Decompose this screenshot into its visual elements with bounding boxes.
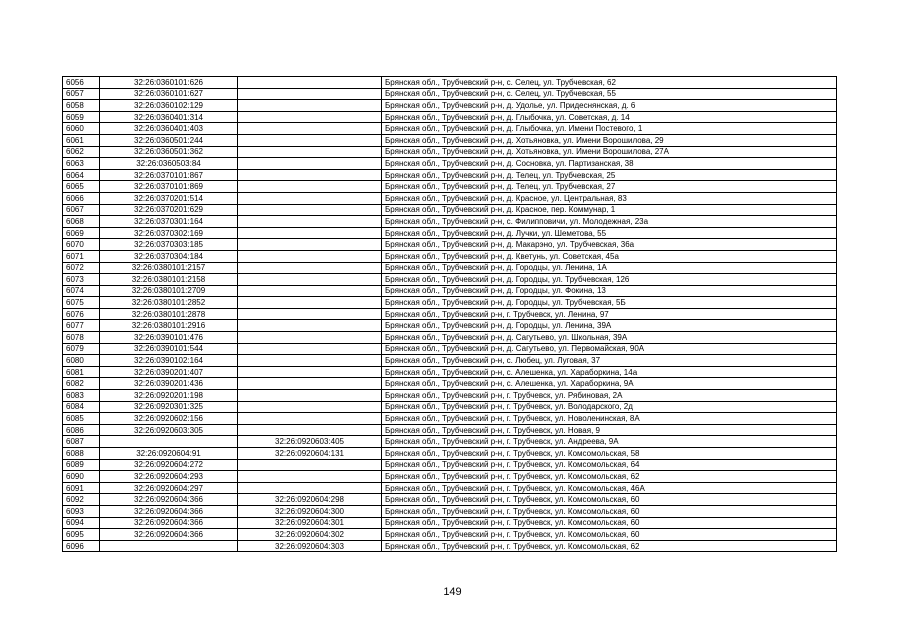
table-row <box>63 285 837 297</box>
table-row <box>63 494 837 506</box>
cadastral-number-cell: 32:26:0370201:514 <box>100 192 238 204</box>
cadastral-number-cell: 32:26:0920602:156 <box>100 413 238 425</box>
cadastral-number-cell: 32:26:0370302:169 <box>100 227 238 239</box>
row-number-cell: 6096 <box>63 540 100 552</box>
row-number-cell: 6076 <box>63 308 100 320</box>
cadastral-number-cell: 32:26:0920604:366 <box>100 505 238 517</box>
related-cadastral-number-cell <box>238 343 382 355</box>
cadastral-number-cell: 32:26:0920604:272 <box>100 459 238 471</box>
row-number-cell: 6084 <box>63 401 100 413</box>
address-cell: Брянская обл., Трубчевский р-н, г. Трубчевск, ул. Новоленинская, 8А <box>382 413 837 425</box>
cadastral-number-cell: 32:26:0920603:305 <box>100 424 238 436</box>
row-number-cell: 6060 <box>63 123 100 135</box>
cadastral-number-cell: 32:26:0370304:184 <box>100 250 238 262</box>
row-number-cell: 6092 <box>63 494 100 506</box>
address-cell: Брянская обл., Трубчевский р-н, д. Городцы, ул. Трубчевская, 126 <box>382 274 837 286</box>
cadastral-number-cell: 32:26:0380101:2878 <box>100 308 238 320</box>
row-number-cell: 6072 <box>63 262 100 274</box>
registry-table-body <box>63 77 837 552</box>
cadastral-number-cell: 32:26:0360503:84 <box>100 158 238 170</box>
row-number-cell: 6093 <box>63 505 100 517</box>
related-cadastral-number-cell: 32:26:0920604:131 <box>238 448 382 460</box>
cadastral-number-cell: 32:26:0390101:476 <box>100 332 238 344</box>
table-row <box>63 471 837 483</box>
row-number-cell: 6073 <box>63 274 100 286</box>
related-cadastral-number-cell <box>238 250 382 262</box>
address-cell: Брянская обл., Трубчевский р-н, с. Алешенка, ул. Хараборкина, 14а <box>382 366 837 378</box>
related-cadastral-number-cell <box>238 332 382 344</box>
address-cell: Брянская обл., Трубчевский р-н, г. Трубчевск, ул. Комсомольская, 60 <box>382 529 837 541</box>
related-cadastral-number-cell <box>238 192 382 204</box>
cadastral-number-cell: 32:26:0370301:164 <box>100 216 238 228</box>
related-cadastral-number-cell <box>238 378 382 390</box>
related-cadastral-number-cell <box>238 390 382 402</box>
row-number-cell: 6058 <box>63 100 100 112</box>
row-number-cell: 6080 <box>63 355 100 367</box>
table-row <box>63 436 837 448</box>
table-row <box>63 239 837 251</box>
address-cell: Брянская обл., Трубчевский р-н, д. Городцы, ул. Фокина, 13 <box>382 285 837 297</box>
row-number-cell: 6059 <box>63 111 100 123</box>
related-cadastral-number-cell <box>238 204 382 216</box>
table-row <box>63 482 837 494</box>
address-cell: Брянская обл., Трубчевский р-н, г. Трубчевск, ул. Комсомольская, 64 <box>382 459 837 471</box>
address-cell: Брянская обл., Трубчевский р-н, г. Трубчевск, ул. Комсомольская, 60 <box>382 494 837 506</box>
row-number-cell: 6090 <box>63 471 100 483</box>
related-cadastral-number-cell <box>238 320 382 332</box>
address-cell: Брянская обл., Трубчевский р-н, с. Любец, ул. Луговая, 37 <box>382 355 837 367</box>
cadastral-number-cell: 32:26:0920201:198 <box>100 390 238 402</box>
related-cadastral-number-cell <box>238 111 382 123</box>
row-number-cell: 6094 <box>63 517 100 529</box>
table-row <box>63 355 837 367</box>
table-row <box>63 332 837 344</box>
property-registry-table <box>62 76 837 552</box>
related-cadastral-number-cell <box>238 88 382 100</box>
related-cadastral-number-cell: 32:26:0920604:301 <box>238 517 382 529</box>
related-cadastral-number-cell <box>238 158 382 170</box>
related-cadastral-number-cell <box>238 424 382 436</box>
cadastral-number-cell: 32:26:0370303:185 <box>100 239 238 251</box>
related-cadastral-number-cell <box>238 401 382 413</box>
address-cell: Брянская обл., Трубчевский р-н, г. Трубчевск, ул. Комсомольская, 62 <box>382 471 837 483</box>
address-cell: Брянская обл., Трубчевский р-н, д. Красное, ул. Центральная, 83 <box>382 192 837 204</box>
row-number-cell: 6081 <box>63 366 100 378</box>
row-number-cell: 6077 <box>63 320 100 332</box>
row-number-cell: 6089 <box>63 459 100 471</box>
address-cell: Брянская обл., Трубчевский р-н, г. Трубчевск, ул. Комсомольская, 60 <box>382 505 837 517</box>
table-row <box>63 100 837 112</box>
cadastral-number-cell: 32:26:0390201:436 <box>100 378 238 390</box>
table-row <box>63 181 837 193</box>
table-row <box>63 366 837 378</box>
cadastral-number-cell: 32:26:0920604:91 <box>100 448 238 460</box>
table-row <box>63 413 837 425</box>
address-cell: Брянская обл., Трубчевский р-н, с. Селец, ул. Трубчевская, 62 <box>382 77 837 89</box>
address-cell: Брянская обл., Трубчевский р-н, д. Лучки, ул. Шеметова, 55 <box>382 227 837 239</box>
table-row <box>63 123 837 135</box>
address-cell: Брянская обл., Трубчевский р-н, г. Трубчевск, ул. Комсомольская, 62 <box>382 540 837 552</box>
table-row <box>63 158 837 170</box>
cadastral-number-cell: 32:26:0920604:366 <box>100 517 238 529</box>
address-cell: Брянская обл., Трубчевский р-н, д. Сагутьево, ул. Школьная, 39А <box>382 332 837 344</box>
related-cadastral-number-cell <box>238 77 382 89</box>
related-cadastral-number-cell <box>238 239 382 251</box>
cadastral-number-cell: 32:26:0370201:629 <box>100 204 238 216</box>
row-number-cell: 6083 <box>63 390 100 402</box>
address-cell: Брянская обл., Трубчевский р-н, с. Филипповичи, ул. Молодежная, 23а <box>382 216 837 228</box>
cadastral-number-cell: 32:26:0360102:129 <box>100 100 238 112</box>
row-number-cell: 6087 <box>63 436 100 448</box>
address-cell: Брянская обл., Трубчевский р-н, д. Хотьяновка, ул. Имени Ворошилова, 29 <box>382 134 837 146</box>
related-cadastral-number-cell <box>238 459 382 471</box>
cadastral-number-cell: 32:26:0370101:867 <box>100 169 238 181</box>
related-cadastral-number-cell <box>238 100 382 112</box>
table-row <box>63 77 837 89</box>
row-number-cell: 6086 <box>63 424 100 436</box>
related-cadastral-number-cell <box>238 169 382 181</box>
row-number-cell: 6079 <box>63 343 100 355</box>
cadastral-number-cell: 32:26:0360401:403 <box>100 123 238 135</box>
cadastral-number-cell: 32:26:0380101:2852 <box>100 297 238 309</box>
related-cadastral-number-cell: 32:26:0920604:298 <box>238 494 382 506</box>
address-cell: Брянская обл., Трубчевский р-н, г. Трубчевск, ул. Володарского, 2д <box>382 401 837 413</box>
cadastral-number-cell: 32:26:0920604:366 <box>100 494 238 506</box>
row-number-cell: 6061 <box>63 134 100 146</box>
table-row <box>63 529 837 541</box>
related-cadastral-number-cell <box>238 146 382 158</box>
table-row <box>63 216 837 228</box>
table-row <box>63 88 837 100</box>
row-number-cell: 6078 <box>63 332 100 344</box>
row-number-cell: 6069 <box>63 227 100 239</box>
related-cadastral-number-cell <box>238 123 382 135</box>
cadastral-number-cell: 32:26:0360501:244 <box>100 134 238 146</box>
address-cell: Брянская обл., Трубчевский р-н, д. Глыбочка, ул. Имени Постевого, 1 <box>382 123 837 135</box>
table-row <box>63 401 837 413</box>
address-cell: Брянская обл., Трубчевский р-н, г. Трубчевск, ул. Андреева, 9А <box>382 436 837 448</box>
table-row <box>63 517 837 529</box>
related-cadastral-number-cell: 32:26:0920604:300 <box>238 505 382 517</box>
table-row <box>63 227 837 239</box>
row-number-cell: 6057 <box>63 88 100 100</box>
address-cell: Брянская обл., Трубчевский р-н, д. Городцы, ул. Трубчевская, 5Б <box>382 297 837 309</box>
table-row <box>63 505 837 517</box>
address-cell: Брянская обл., Трубчевский р-н, г. Трубчевск, ул. Комсомольская, 46А <box>382 482 837 494</box>
address-cell: Брянская обл., Трубчевский р-н, г. Трубчевск, ул. Новая, 9 <box>382 424 837 436</box>
address-cell: Брянская обл., Трубчевский р-н, д. Городцы, ул. Ленина, 39А <box>382 320 837 332</box>
cadastral-number-cell: 32:26:0390102:164 <box>100 355 238 367</box>
row-number-cell: 6085 <box>63 413 100 425</box>
table-row <box>63 250 837 262</box>
cadastral-number-cell: 32:26:0370101:869 <box>100 181 238 193</box>
cadastral-number-cell: 32:26:0390101:544 <box>100 343 238 355</box>
related-cadastral-number-cell <box>238 482 382 494</box>
table-row <box>63 378 837 390</box>
address-cell: Брянская обл., Трубчевский р-н, г. Трубчевск, ул. Ленина, 97 <box>382 308 837 320</box>
address-cell: Брянская обл., Трубчевский р-н, д. Сагутьево, ул. Первомайская, 90А <box>382 343 837 355</box>
address-cell: Брянская обл., Трубчевский р-н, д. Кветунь, ул. Советская, 45а <box>382 250 837 262</box>
cadastral-number-cell: 32:26:0390201:407 <box>100 366 238 378</box>
table-row <box>63 343 837 355</box>
row-number-cell: 6071 <box>63 250 100 262</box>
cadastral-number-cell: 32:26:0380101:2709 <box>100 285 238 297</box>
address-cell: Брянская обл., Трубчевский р-н, д. Удолье, ул. Придеснянская, д. 6 <box>382 100 837 112</box>
related-cadastral-number-cell <box>238 181 382 193</box>
row-number-cell: 6064 <box>63 169 100 181</box>
related-cadastral-number-cell <box>238 308 382 320</box>
table-row <box>63 297 837 309</box>
related-cadastral-number-cell <box>238 366 382 378</box>
page-number: 149 <box>443 586 462 598</box>
cadastral-number-cell <box>100 540 238 552</box>
cadastral-number-cell: 32:26:0380101:2157 <box>100 262 238 274</box>
address-cell: Брянская обл., Трубчевский р-н, д. Хотьяновка, ул. Имени Ворошилова, 27А <box>382 146 837 158</box>
address-cell: Брянская обл., Трубчевский р-н, с. Алешенка, ул. Хараборкина, 9А <box>382 378 837 390</box>
related-cadastral-number-cell <box>238 297 382 309</box>
table-row <box>63 320 837 332</box>
related-cadastral-number-cell <box>238 227 382 239</box>
row-number-cell: 6067 <box>63 204 100 216</box>
address-cell: Брянская обл., Трубчевский р-н, д. Телец, ул. Трубчевская, 27 <box>382 181 837 193</box>
table-row <box>63 111 837 123</box>
address-cell: Брянская обл., Трубчевский р-н, д. Макарэно, ул. Трубчевская, 36а <box>382 239 837 251</box>
row-number-cell: 6082 <box>63 378 100 390</box>
row-number-cell: 6063 <box>63 158 100 170</box>
table-row <box>63 424 837 436</box>
row-number-cell: 6070 <box>63 239 100 251</box>
cadastral-number-cell: 32:26:0360501:362 <box>100 146 238 158</box>
related-cadastral-number-cell <box>238 285 382 297</box>
related-cadastral-number-cell: 32:26:0920604:302 <box>238 529 382 541</box>
row-number-cell: 6056 <box>63 77 100 89</box>
address-cell: Брянская обл., Трубчевский р-н, д. Глыбочка, ул. Советская, д. 14 <box>382 111 837 123</box>
row-number-cell: 6074 <box>63 285 100 297</box>
related-cadastral-number-cell <box>238 134 382 146</box>
table-row <box>63 448 837 460</box>
related-cadastral-number-cell <box>238 274 382 286</box>
cadastral-number-cell: 32:26:0360401:314 <box>100 111 238 123</box>
address-cell: Брянская обл., Трубчевский р-н, д. Красное, пер. Коммунар, 1 <box>382 204 837 216</box>
address-cell: Брянская обл., Трубчевский р-н, г. Трубчевск, ул. Комсомольская, 60 <box>382 517 837 529</box>
cadastral-number-cell: 32:26:0920604:297 <box>100 482 238 494</box>
related-cadastral-number-cell <box>238 413 382 425</box>
table-row <box>63 192 837 204</box>
table-row <box>63 390 837 402</box>
row-number-cell: 6065 <box>63 181 100 193</box>
cadastral-number-cell: 32:26:0920604:366 <box>100 529 238 541</box>
cadastral-number-cell: 32:26:0360101:627 <box>100 88 238 100</box>
related-cadastral-number-cell: 32:26:0920603:405 <box>238 436 382 448</box>
address-cell: Брянская обл., Трубчевский р-н, д. Городцы, ул. Ленина, 1А <box>382 262 837 274</box>
row-number-cell: 6088 <box>63 448 100 460</box>
related-cadastral-number-cell <box>238 355 382 367</box>
related-cadastral-number-cell <box>238 471 382 483</box>
address-cell: Брянская обл., Трубчевский р-н, д. Сосновка, ул. Партизанская, 38 <box>382 158 837 170</box>
related-cadastral-number-cell <box>238 216 382 228</box>
row-number-cell: 6095 <box>63 529 100 541</box>
row-number-cell: 6091 <box>63 482 100 494</box>
address-cell: Брянская обл., Трубчевский р-н, с. Селец, ул. Трубчевская, 55 <box>382 88 837 100</box>
cadastral-number-cell: 32:26:0380101:2158 <box>100 274 238 286</box>
address-cell: Брянская обл., Трубчевский р-н, г. Трубчевск, ул. Рябиновая, 2А <box>382 390 837 402</box>
row-number-cell: 6062 <box>63 146 100 158</box>
table-row <box>63 274 837 286</box>
row-number-cell: 6068 <box>63 216 100 228</box>
cadastral-number-cell: 32:26:0920604:293 <box>100 471 238 483</box>
table-row <box>63 262 837 274</box>
cadastral-number-cell <box>100 436 238 448</box>
table-row <box>63 134 837 146</box>
related-cadastral-number-cell <box>238 262 382 274</box>
table-row <box>63 146 837 158</box>
table-row <box>63 459 837 471</box>
table-row <box>63 308 837 320</box>
row-number-cell: 6075 <box>63 297 100 309</box>
table-row <box>63 169 837 181</box>
address-cell: Брянская обл., Трубчевский р-н, д. Телец, ул. Трубчевская, 25 <box>382 169 837 181</box>
table-row <box>63 540 837 552</box>
address-cell: Брянская обл., Трубчевский р-н, г. Трубчевск, ул. Комсомольская, 58 <box>382 448 837 460</box>
related-cadastral-number-cell: 32:26:0920604:303 <box>238 540 382 552</box>
table-row <box>63 204 837 216</box>
cadastral-number-cell: 32:26:0380101:2916 <box>100 320 238 332</box>
row-number-cell: 6066 <box>63 192 100 204</box>
cadastral-number-cell: 32:26:0920301:325 <box>100 401 238 413</box>
cadastral-number-cell: 32:26:0360101:626 <box>100 77 238 89</box>
